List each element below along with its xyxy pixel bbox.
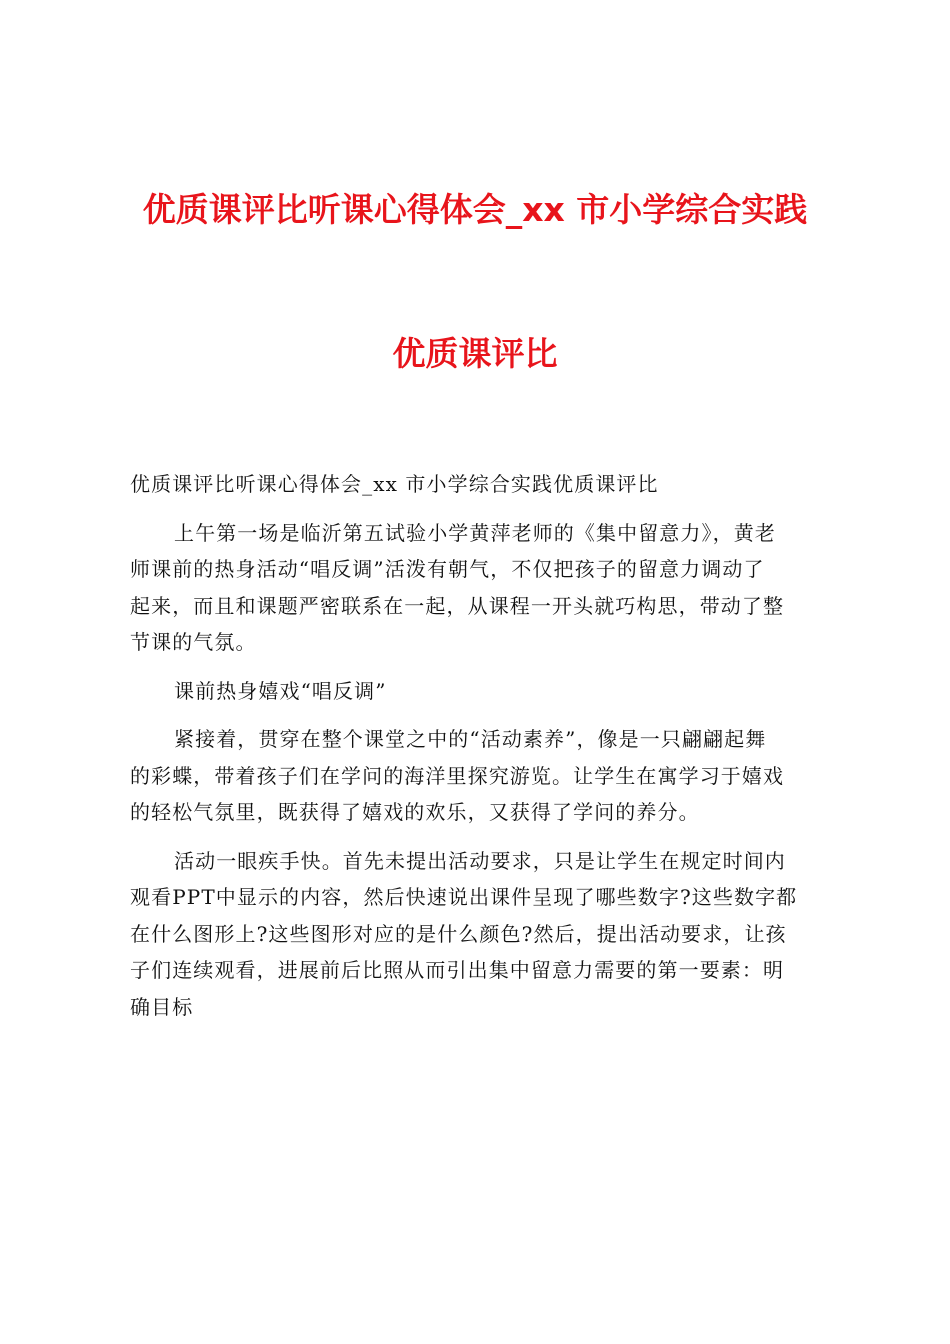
text-line: 子们连续观看，进展前后比照从而引出集中留意力需要的第一要素：明 [130, 958, 785, 982]
paragraph-activity-one [130, 843, 840, 1026]
paragraph-intro [130, 515, 840, 661]
text-line: 上午第一场是临沂第五试验小学黄萍老师的《集中留意力》，黄老 [174, 520, 776, 545]
text-line: 师课前的热身活动“唱反调”活泼有朝气，不仅把孩子的留意力调动了 [130, 557, 765, 581]
text-line: 紧接着，贯穿在整个课堂之中的“活动素养”，像是一只翩翩起舞 [174, 727, 767, 751]
text-line: 的彩蝶，带着孩子们在学问的海洋里探究游览。让学生在寓学习于嬉戏 [130, 763, 785, 788]
text-line: 在什么图形上?这些图形对应的是什么颜色?然后，提出活动要求，让孩 [130, 921, 787, 946]
text-line: 的轻松气氛里，既获得了嬉戏的欢乐，又获得了学问的养分。 [130, 800, 700, 824]
text-line: 起来，而且和课题严密联系在一起，从课程一开头就巧构思，带动了整 [130, 593, 785, 618]
text-line: 活动一眼疾手快。首先未提出活动要求，只是让学生在规定时间内 [174, 848, 786, 873]
text-line: 确目标 [130, 994, 194, 1019]
document-body [130, 466, 840, 1025]
paragraph-activity-literacy [130, 721, 840, 831]
text-line: 课前热身嬉戏“唱反调” [174, 678, 387, 703]
text-line: 优质课评比听课心得体会_xx 市小学综合实践优质课评比 [130, 472, 659, 496]
text-line: 观看PPT中显示的内容，然后快速说出课件呈现了哪些数字?这些数字都 [130, 885, 798, 909]
paragraph-warmup [130, 673, 840, 710]
document-title-line-2: 优质课评比 [392, 334, 558, 373]
text-line: 节课的气氛。 [130, 630, 257, 654]
paragraph-heading [130, 466, 840, 503]
document-title-line-1: 优质课评比听课心得体会_xx 市小学综合实践 [142, 190, 808, 229]
